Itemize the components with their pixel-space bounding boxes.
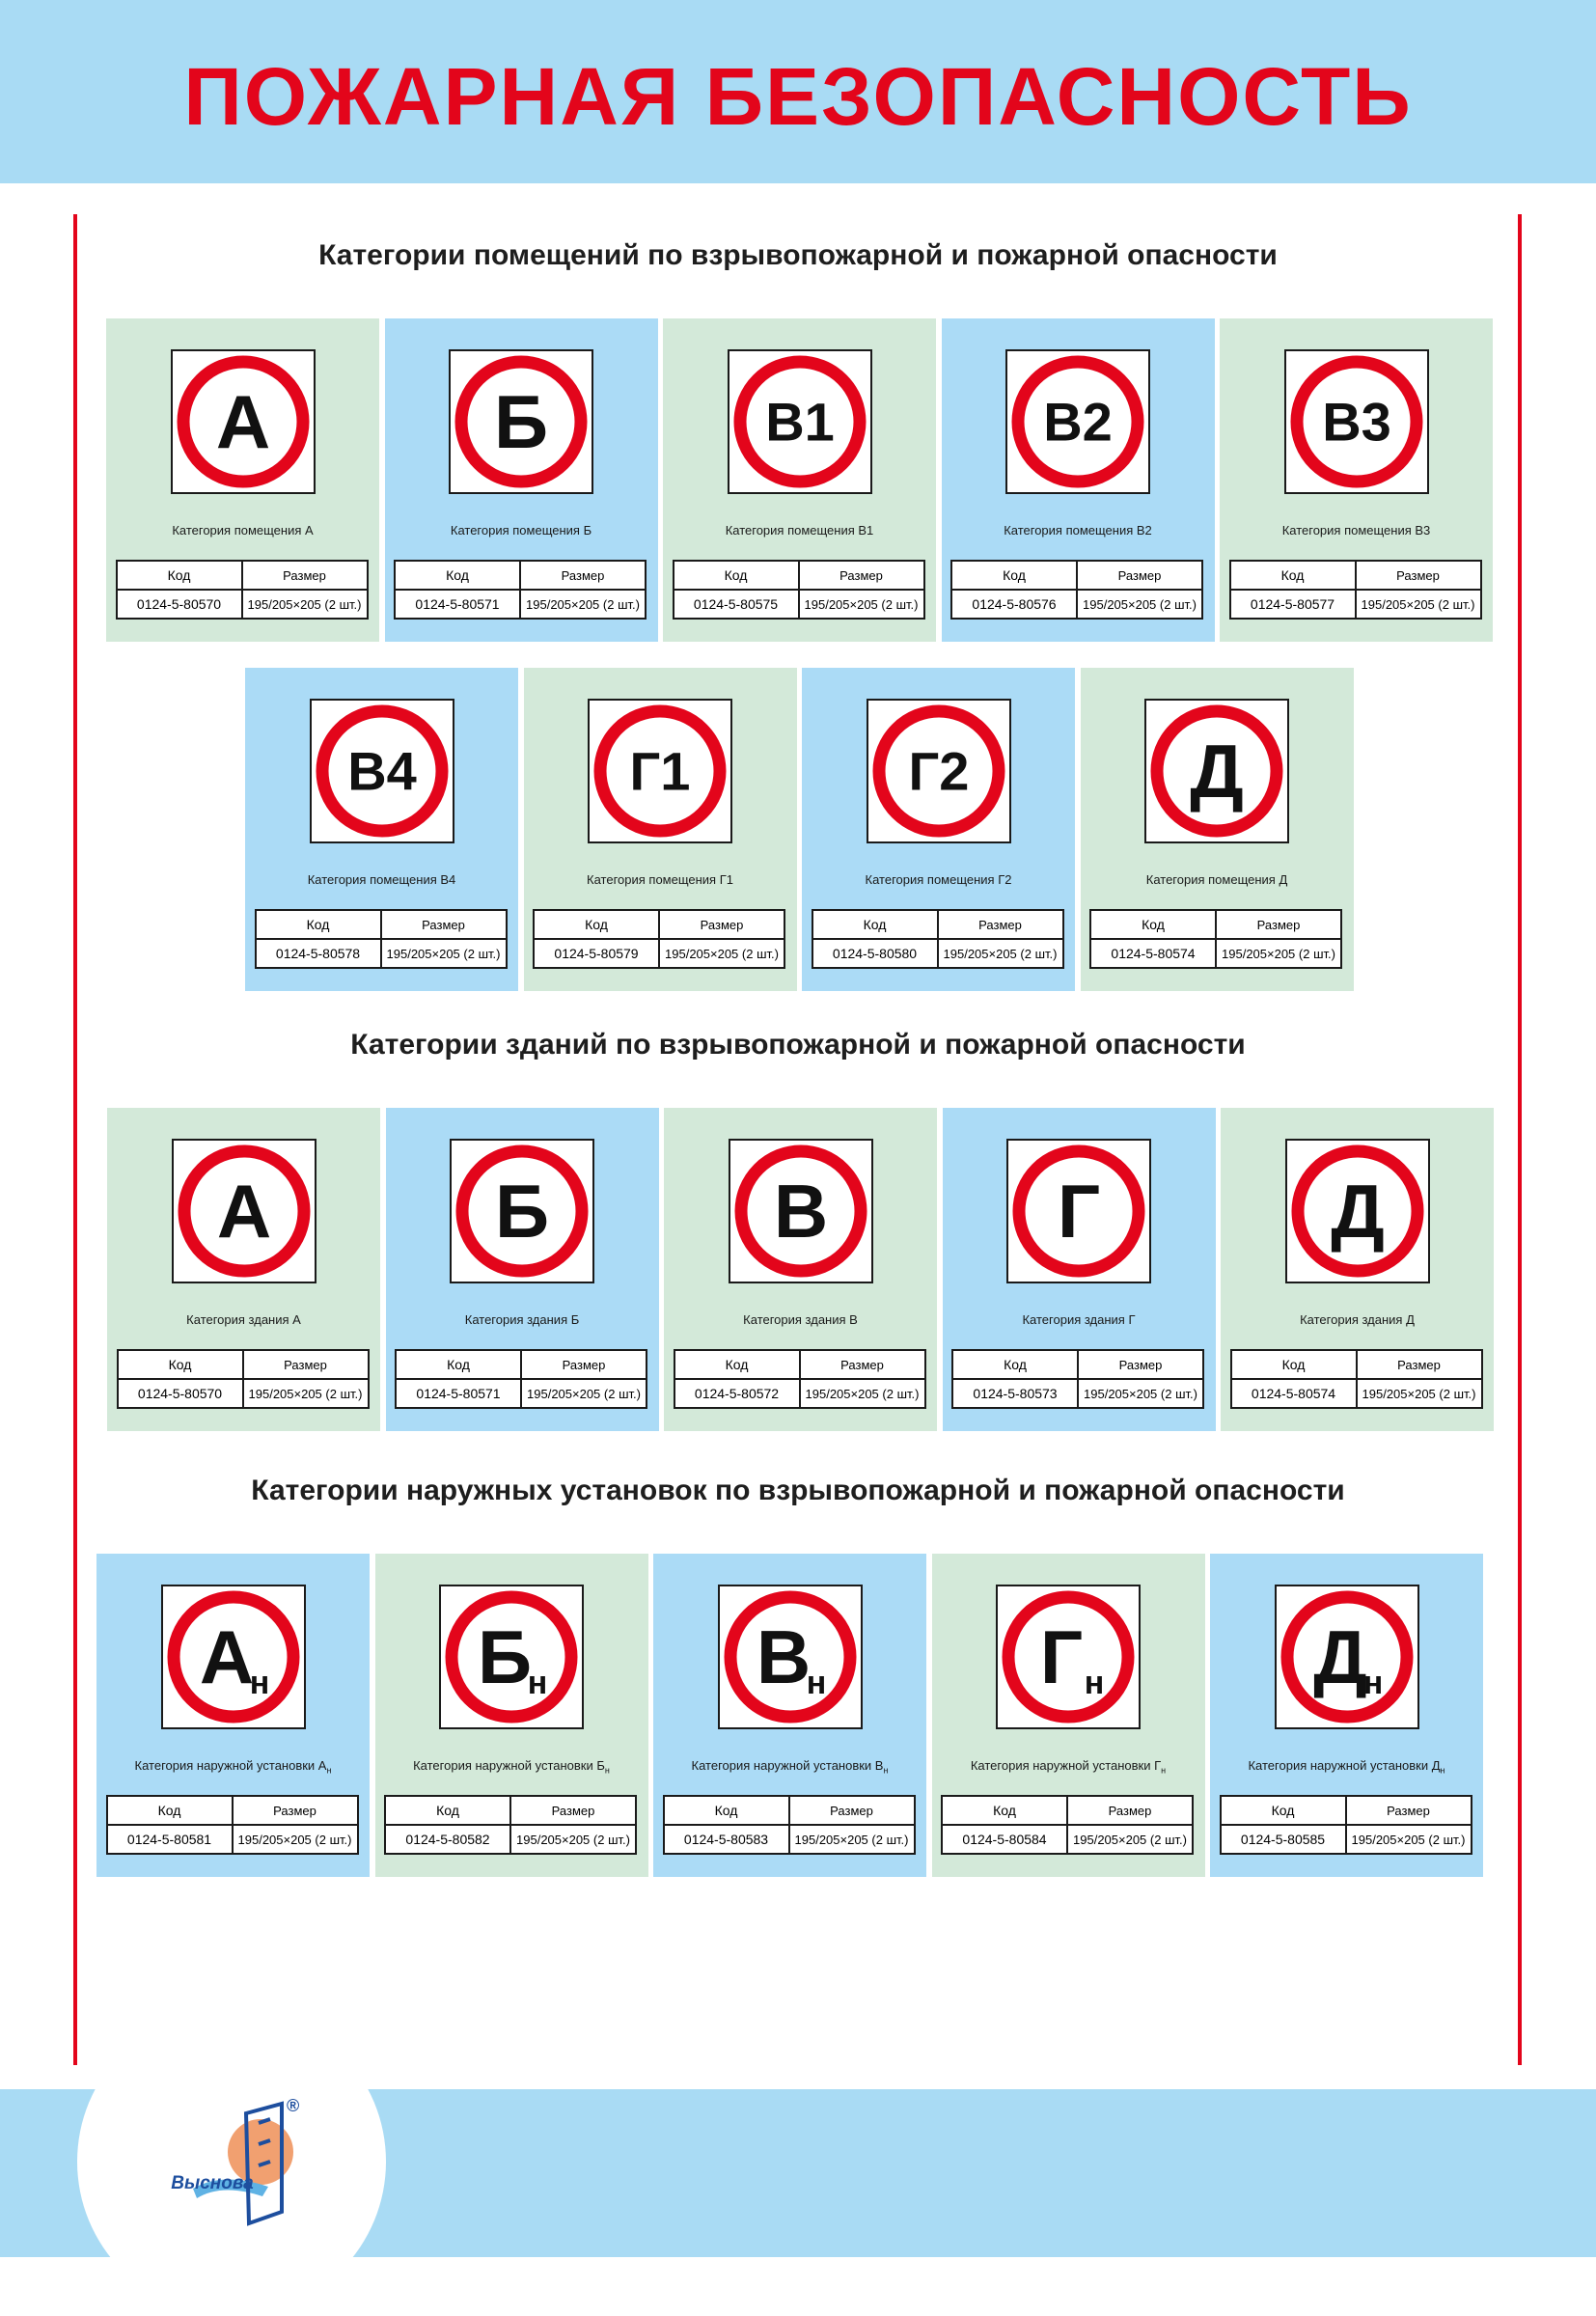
code-value: 0124-5-80571: [395, 590, 520, 619]
code-size-table: [395, 1349, 647, 1409]
sign-card: [663, 318, 936, 642]
sign-caption: [932, 1758, 1205, 1776]
size-value: 195/205×205 (2 шт.): [1357, 1379, 1482, 1408]
code-size-table: [533, 909, 785, 969]
sign-caption: [524, 872, 797, 887]
code-value: 0124-5-80576: [951, 590, 1077, 619]
red-circle-icon: [451, 351, 592, 492]
sign-caption: [107, 1312, 380, 1327]
red-circle-icon: [452, 1141, 592, 1282]
sign-letter: В1: [764, 391, 835, 453]
sign-letter: В2: [1043, 391, 1113, 453]
code-size-table: [1230, 1349, 1483, 1409]
red-circle-icon: [312, 701, 453, 841]
size-header: Размер: [510, 1796, 636, 1825]
caption-text: Категория здания А: [186, 1312, 301, 1327]
outdoor-row: [0, 1554, 1596, 1877]
prohibition-sign: [1284, 349, 1429, 494]
code-size-table: [941, 1795, 1194, 1855]
code-value: 0124-5-80580: [812, 939, 938, 968]
caption-text: Категория помещения А: [172, 523, 314, 538]
size-header: Размер: [242, 561, 368, 590]
sign-card: [1221, 1108, 1494, 1431]
sign-letter: Б: [494, 1169, 550, 1254]
caption-subscript: н: [1161, 1765, 1167, 1776]
size-header: Размер: [789, 1796, 915, 1825]
red-circle-icon: [1146, 701, 1287, 841]
red-circle-icon: [1286, 351, 1427, 492]
caption-text: Категория помещения В3: [1281, 523, 1431, 538]
size-value: 195/205×205 (2 шт.): [789, 1825, 915, 1854]
sign-caption: [943, 1312, 1216, 1327]
sign-letter: Г: [1039, 1614, 1084, 1699]
code-value: 0124-5-80579: [534, 939, 659, 968]
code-size-table: [1089, 909, 1342, 969]
sign-card: [932, 1554, 1205, 1877]
code-value: 0124-5-80573: [952, 1379, 1078, 1408]
caption-text: Категория здания Б: [464, 1312, 580, 1327]
code-header: Код: [256, 910, 381, 939]
sign-caption: [663, 523, 936, 538]
size-value: 195/205×205 (2 шт.): [233, 1825, 358, 1854]
size-value: 195/205×205 (2 шт.): [1356, 590, 1481, 619]
sign-caption: [96, 1758, 370, 1776]
prohibition-sign: [449, 349, 593, 494]
sign-card: [1210, 1554, 1483, 1877]
sign-caption: [385, 523, 658, 538]
sign-letter: А: [216, 1169, 271, 1254]
sign-caption: [386, 1312, 659, 1327]
code-header: Код: [952, 1350, 1078, 1379]
size-header: Размер: [381, 910, 507, 939]
prohibition-sign: [172, 1139, 316, 1283]
code-value: 0124-5-80572: [674, 1379, 800, 1408]
sign-letter: Г1: [629, 740, 691, 802]
sign-caption: [1081, 872, 1354, 887]
sign-card: [802, 668, 1075, 991]
red-circle-icon: [868, 701, 1009, 841]
code-size-table: [674, 1349, 926, 1409]
prohibition-sign: [1144, 699, 1289, 843]
prohibition-sign: [996, 1585, 1141, 1729]
code-size-table: [1229, 560, 1482, 620]
code-size-table: [951, 1349, 1204, 1409]
size-value: 195/205×205 (2 шт.): [1078, 1379, 1203, 1408]
sign-card: [106, 318, 379, 642]
red-circle-icon: [1008, 1141, 1149, 1282]
registered-mark: ®: [287, 2096, 300, 2115]
logo-text: Выснова: [171, 2173, 254, 2193]
sign-caption: [375, 1758, 648, 1776]
caption-subscript: н: [1440, 1765, 1445, 1776]
publisher-logo: [154, 2094, 318, 2229]
caption-text: Категория наружной установки В: [691, 1758, 884, 1773]
size-header: Размер: [938, 910, 1063, 939]
code-header: Код: [674, 561, 799, 590]
code-header: Код: [117, 561, 242, 590]
caption-text: Категория здания В: [743, 1312, 858, 1327]
sign-card: [942, 318, 1215, 642]
size-header: Размер: [1077, 561, 1202, 590]
sign-letter: Б: [493, 379, 549, 464]
code-header: Код: [1231, 1350, 1357, 1379]
red-circle-icon: [590, 701, 730, 841]
code-size-table: [1220, 1795, 1472, 1855]
caption-text: Категория помещения В1: [725, 523, 874, 538]
red-circle-icon: [174, 1141, 315, 1282]
size-value: 195/205×205 (2 шт.): [243, 1379, 369, 1408]
sign-card: [943, 1108, 1216, 1431]
sign-caption: [664, 1312, 937, 1327]
caption-text: Категория помещения Г1: [587, 872, 733, 887]
prohibition-sign: [439, 1585, 584, 1729]
caption-subscript: н: [883, 1765, 889, 1776]
caption-text: Категория наружной установки Г: [970, 1758, 1162, 1773]
size-value: 195/205×205 (2 шт.): [1077, 590, 1202, 619]
code-value: 0124-5-80570: [118, 1379, 243, 1408]
sign-card: [1081, 668, 1354, 991]
size-header: Размер: [1216, 910, 1341, 939]
sign-letter: Г: [1057, 1169, 1101, 1254]
code-size-table: [116, 560, 369, 620]
red-circle-icon: [1277, 1586, 1417, 1727]
code-header: Код: [664, 1796, 789, 1825]
sign-card: [385, 318, 658, 642]
prohibition-sign: [1275, 1585, 1419, 1729]
sign-card: [375, 1554, 648, 1877]
page-title: ПОЖАРНАЯ БЕЗОПАСНОСТЬ: [183, 51, 1413, 142]
code-header: Код: [385, 1796, 510, 1825]
sign-caption: [1220, 523, 1493, 538]
sign-caption: [106, 523, 379, 538]
prohibition-sign: [728, 349, 872, 494]
red-circle-icon: [720, 1586, 861, 1727]
size-value: 195/205×205 (2 шт.): [1067, 1825, 1193, 1854]
sign-caption: [1210, 1758, 1483, 1776]
prohibition-sign: [729, 1139, 873, 1283]
sign-card: [653, 1554, 926, 1877]
prohibition-sign: [718, 1585, 863, 1729]
sign-caption: [1221, 1312, 1494, 1327]
size-value: 195/205×205 (2 шт.): [520, 590, 646, 619]
sign-card: [524, 668, 797, 991]
prohibition-sign: [1005, 349, 1150, 494]
caption-text: Категория помещения Г2: [865, 872, 1012, 887]
rooms-row-1: [0, 318, 1596, 642]
red-circle-icon: [163, 1586, 304, 1727]
size-value: 195/205×205 (2 шт.): [1346, 1825, 1472, 1854]
sign-caption: [245, 872, 518, 887]
red-circle-icon: [441, 1586, 582, 1727]
size-header: Размер: [799, 561, 924, 590]
prohibition-sign: [450, 1139, 594, 1283]
caption-text: Категория помещения В2: [1004, 523, 1152, 538]
code-header: Код: [118, 1350, 243, 1379]
sign-subscript: н: [249, 1665, 269, 1701]
size-header: Размер: [243, 1350, 369, 1379]
sign-caption: [802, 872, 1075, 887]
sign-subscript: н: [806, 1665, 826, 1701]
code-size-table: [663, 1795, 916, 1855]
size-value: 195/205×205 (2 шт.): [242, 590, 368, 619]
size-value: 195/205×205 (2 шт.): [510, 1825, 636, 1854]
prohibition-sign: [171, 349, 316, 494]
red-circle-icon: [1007, 351, 1148, 492]
caption-text: Категория помещения Б: [450, 523, 592, 538]
sign-caption: [653, 1758, 926, 1776]
code-size-table: [673, 560, 925, 620]
sign-letter: Г2: [908, 740, 969, 802]
sign-card: [107, 1108, 380, 1431]
size-value: 195/205×205 (2 шт.): [800, 1379, 925, 1408]
sign-caption: [942, 523, 1215, 538]
red-circle-icon: [998, 1586, 1139, 1727]
size-header: Размер: [233, 1796, 358, 1825]
code-header: Код: [1230, 561, 1356, 590]
sign-letter: В: [756, 1614, 811, 1699]
code-header: Код: [1221, 1796, 1346, 1825]
code-size-table: [950, 560, 1203, 620]
sign-letter: Д: [1330, 1169, 1385, 1254]
red-circle-icon: [173, 351, 314, 492]
size-value: 195/205×205 (2 шт.): [799, 590, 924, 619]
code-size-table: [812, 909, 1064, 969]
sign-card: [96, 1554, 370, 1877]
code-value: 0124-5-80578: [256, 939, 381, 968]
code-value: 0124-5-80577: [1230, 590, 1356, 619]
caption-text: Категория помещения В4: [307, 872, 456, 887]
size-value: 195/205×205 (2 шт.): [521, 1379, 647, 1408]
sign-letter: Д: [1190, 729, 1244, 813]
sign-letter: В3: [1321, 391, 1391, 453]
code-value: 0124-5-80583: [664, 1825, 789, 1854]
code-size-table: [394, 560, 647, 620]
code-value: 0124-5-80574: [1231, 1379, 1357, 1408]
size-header: Размер: [1357, 1350, 1482, 1379]
code-header: Код: [1090, 910, 1216, 939]
code-value: 0124-5-80571: [396, 1379, 521, 1408]
size-header: Размер: [1346, 1796, 1472, 1825]
code-header: Код: [107, 1796, 233, 1825]
code-size-table: [384, 1795, 637, 1855]
section-title-rooms: Категории помещений по взрывопожарной и пожарной опасности: [318, 239, 1278, 271]
size-header: Размер: [1078, 1350, 1203, 1379]
code-value: 0124-5-80581: [107, 1825, 233, 1854]
sign-subscript: н: [527, 1665, 548, 1701]
code-value: 0124-5-80575: [674, 590, 799, 619]
prohibition-sign: [310, 699, 454, 843]
sign-subscript: н: [1362, 1665, 1383, 1701]
red-circle-icon: [730, 1141, 871, 1282]
rooms-row-2: [0, 668, 1596, 991]
code-value: 0124-5-80574: [1090, 939, 1216, 968]
sign-card: [245, 668, 518, 991]
prohibition-sign: [1006, 1139, 1151, 1283]
prohibition-sign: [588, 699, 732, 843]
sign-letter: Б: [477, 1614, 533, 1699]
code-size-table: [106, 1795, 359, 1855]
size-value: 195/205×205 (2 шт.): [381, 939, 507, 968]
sign-letter: Д: [1312, 1614, 1367, 1699]
size-value: 195/205×205 (2 шт.): [1216, 939, 1341, 968]
code-header: Код: [951, 561, 1077, 590]
size-header: Размер: [521, 1350, 647, 1379]
sign-letter: В: [773, 1169, 828, 1254]
code-header: Код: [395, 561, 520, 590]
sign-letter: А: [215, 379, 270, 464]
code-value: 0124-5-80584: [942, 1825, 1067, 1854]
size-header: Размер: [800, 1350, 925, 1379]
size-value: 195/205×205 (2 шт.): [938, 939, 1063, 968]
code-header: Код: [534, 910, 659, 939]
sign-letter: В4: [346, 740, 417, 802]
code-size-table: [117, 1349, 370, 1409]
size-header: Размер: [520, 561, 646, 590]
sign-card: [1220, 318, 1493, 642]
prohibition-sign: [161, 1585, 306, 1729]
size-header: Размер: [659, 910, 784, 939]
size-header: Размер: [1067, 1796, 1193, 1825]
prohibition-sign: [867, 699, 1011, 843]
caption-text: Категория здания Г: [1022, 1312, 1136, 1327]
caption-subscript: н: [604, 1765, 610, 1776]
caption-text: Категория помещения Д: [1145, 872, 1288, 887]
section-title-outdoor: Категории наружных установок по взрывопожарной и пожарной опасности: [251, 1475, 1345, 1506]
size-header: Размер: [1356, 561, 1481, 590]
code-header: Код: [942, 1796, 1067, 1825]
size-value: 195/205×205 (2 шт.): [659, 939, 784, 968]
sign-card: [664, 1108, 937, 1431]
code-header: Код: [812, 910, 938, 939]
red-circle-icon: [729, 351, 870, 492]
caption-text: Категория наружной установки Д: [1248, 1758, 1441, 1773]
caption-text: Категория наружной установки А: [134, 1758, 327, 1773]
section-title-buildings: Категории зданий по взрывопожарной и пожарной опасности: [350, 1029, 1246, 1061]
red-circle-icon: [1287, 1141, 1428, 1282]
sign-subscript: н: [1084, 1665, 1105, 1701]
caption-text: Категория здания Д: [1300, 1312, 1415, 1327]
code-header: Код: [396, 1350, 521, 1379]
buildings-row: [0, 1108, 1596, 1431]
code-value: 0124-5-80585: [1221, 1825, 1346, 1854]
caption-subscript: н: [326, 1765, 332, 1776]
code-value: 0124-5-80570: [117, 590, 242, 619]
sign-card: [386, 1108, 659, 1431]
code-size-table: [255, 909, 508, 969]
code-header: Код: [674, 1350, 800, 1379]
caption-text: Категория наружной установки Б: [413, 1758, 605, 1773]
prohibition-sign: [1285, 1139, 1430, 1283]
code-value: 0124-5-80582: [385, 1825, 510, 1854]
sign-letter: А: [199, 1614, 254, 1699]
